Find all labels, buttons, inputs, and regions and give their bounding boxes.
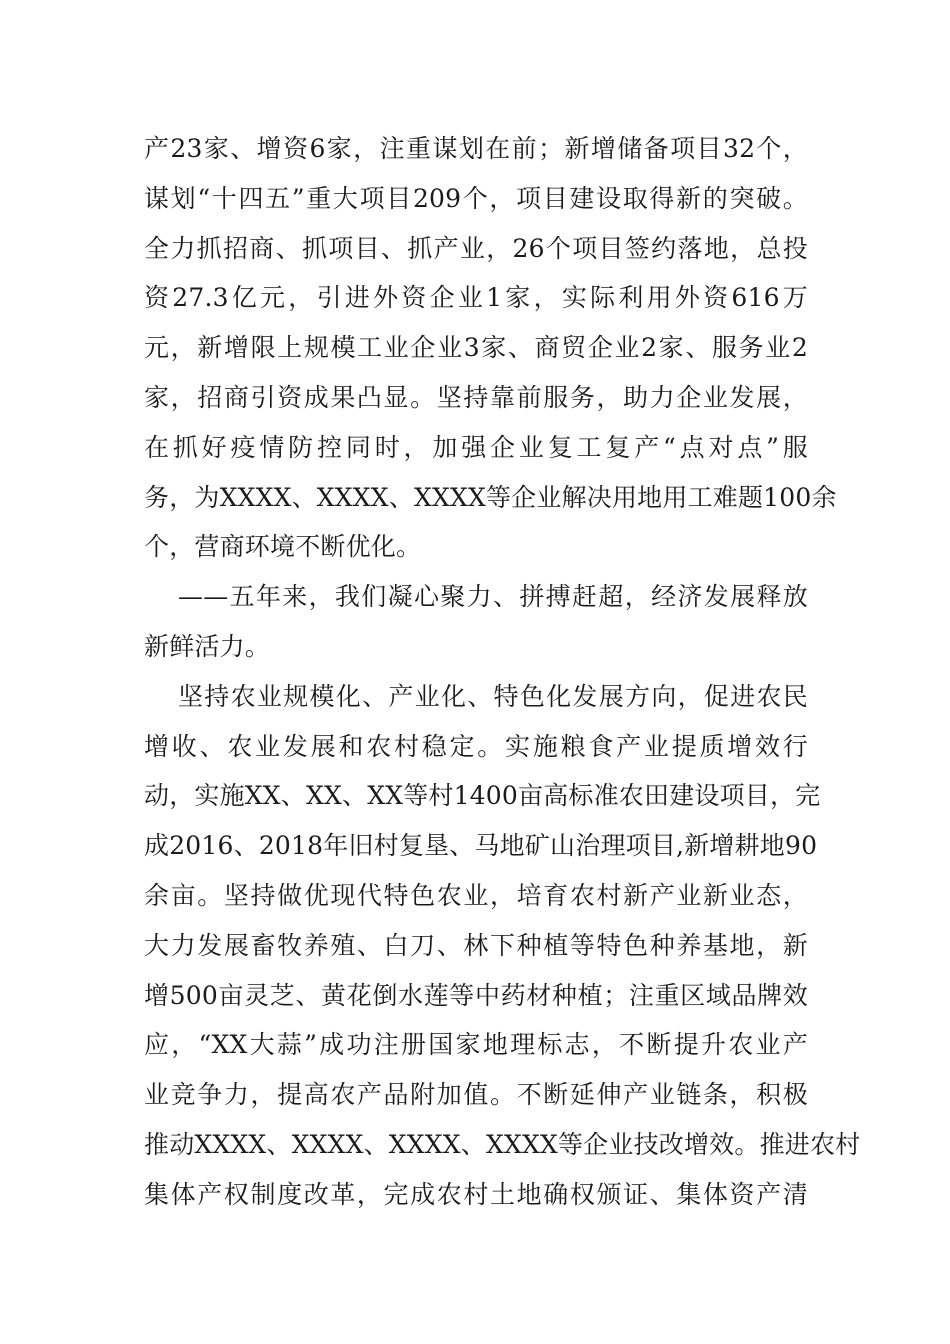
text-line: 坚持农业规模化、产业化、特色化发展方向，促进农民 bbox=[178, 681, 808, 711]
text-line: 产23家、增资6家，注重谋划在前；新增储备项目32个， bbox=[144, 134, 808, 163]
text-line: 元，新增限上规模工业企业3家、商贸企业2家、服务业2 bbox=[144, 333, 808, 363]
text-line: 谋划“十四五”重大项目209个，项目建设取得新的突破。 bbox=[144, 183, 808, 213]
text-line: 家，招商引资成果凸显。坚持靠前服务，助力企业发展， bbox=[144, 382, 808, 412]
text-line: 增收、农业发展和农村稳定。实施粮食产业提质增效行 bbox=[144, 731, 808, 761]
text-line: 个，营商环境不断优化。 bbox=[144, 532, 422, 562]
text-line: ——五年来，我们凝心聚力、拼搏赶超，经济发展释放 bbox=[178, 582, 808, 612]
text-line: 资27.3亿元，引进外资企业1家，实际利用外资616万 bbox=[144, 283, 808, 313]
text-line: 全力抓招商、抓项目、抓产业，26个项目签约落地，总投 bbox=[144, 233, 808, 263]
text-line: 余亩。坚持做优现代特色农业，培育农村新产业新业态， bbox=[144, 880, 808, 910]
text-line: 在抓好疫情防控同时，加强企业复工复产“点对点”服 bbox=[144, 432, 808, 462]
text-line: 集体产权制度改革，完成农村土地确权颁证、集体资产清 bbox=[144, 1179, 808, 1209]
text-line: 应，“XX大蒜”成功注册国家地理标志，不断提升农业产 bbox=[144, 1030, 808, 1060]
text-line: 新鲜活力。 bbox=[144, 631, 271, 661]
text-line: 务，为XXXX、XXXX、XXXX等企业解决用地用工难题100余 bbox=[144, 482, 837, 512]
text-line: 推动XXXX、XXXX、XXXX、XXXX等企业技改增效。推进农村 bbox=[144, 1129, 861, 1159]
text-line: 业竞争力，提高农产品附加值。不断延伸产业链条，积极 bbox=[144, 1080, 808, 1110]
text-line: 增500亩灵芝、黄花倒水莲等中药材种植；注重区域品牌效 bbox=[144, 980, 808, 1010]
text-line: 大力发展畜牧养殖、白刀、林下种植等特色种养基地，新 bbox=[144, 930, 808, 960]
text-line: 成2016、2018年旧村复垦、马地矿山治理项目,新增耕地90 bbox=[144, 831, 818, 861]
body-text bbox=[144, 124, 861, 1220]
text-line: 动，实施XX、XX、XX等村1400亩高标准农田建设项目，完 bbox=[144, 781, 821, 811]
